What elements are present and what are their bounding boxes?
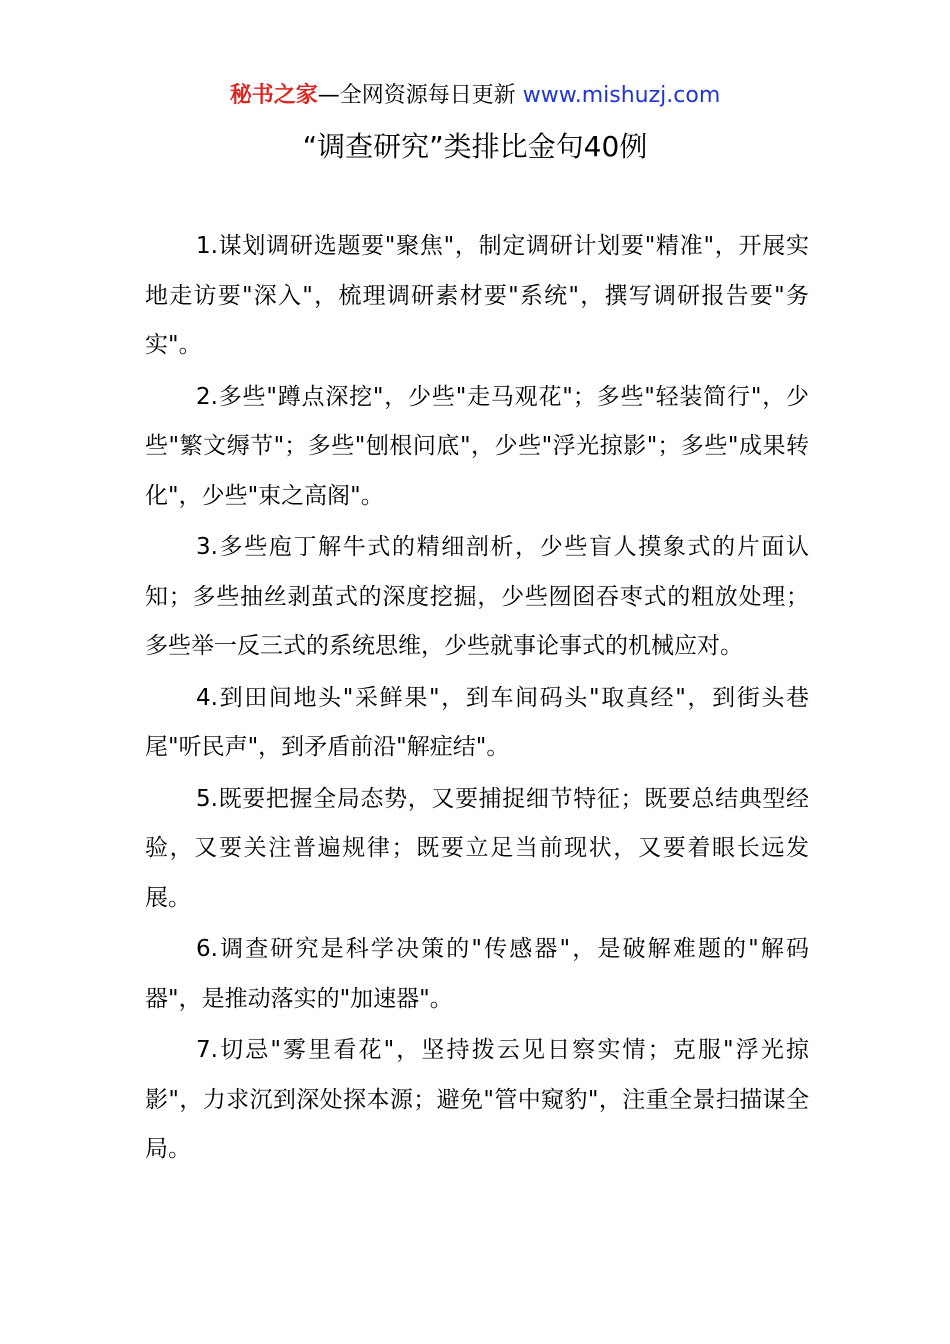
paragraph-item: 6.调查研究是科学决策的"传感器"，是破解难题的"解码器"，是推动落实的"加速器"。: [145, 936, 809, 1012]
paragraph-item: 7.切忌"雾里看花"，坚持拨云见日察实情；克服"浮光掠影"，力求沉到深处探本源；避免"管中窥豹"，注重全景扫描谋全局。: [145, 1037, 809, 1162]
site-tagline: —全网资源每日更新: [317, 83, 523, 108]
paragraph-item: 5.既要把握全局态势，又要捕捉细节特征；既要总结典型经验，又要关注普遍规律；既要立足当前现状，又要着眼长远发展。: [145, 785, 809, 911]
site-url-link[interactable]: www.mishuzj.com: [522, 83, 721, 108]
paragraph-item: 3.多些庖丁解牛式的精细剖析，少些盲人摸象式的片面认知；多些抽丝剥茧式的深度挖掘，少些囫囵吞枣式的粗放处理；多些举一反三式的系统思维，少些就事论事式的机械应对。: [145, 534, 809, 659]
site-header: [0, 80, 950, 112]
document-title: “调查研究”类排比金句40例: [302, 130, 648, 163]
site-brand: 秘书之家: [229, 83, 318, 108]
document-body: [145, 222, 809, 1177]
paragraph-item: 2.多些"蹲点深挖"，少些"走马观花"；多些"轻装简行"，少些"繁文缛节"；多些"刨根问底"，少些"浮光掠影"；多些"成果转化"，少些"束之高阁"。: [145, 383, 809, 509]
paragraph-item: 4.到田间地头"采鲜果"，到车间码头"取真经"，到街头巷尾"听民声"，到矛盾前沿"解症结"。: [145, 684, 809, 760]
paragraph-item: 1.谋划调研选题要"聚焦"，制定调研计划要"精准"，开展实地走访要"深入"，梳理调研素材要"系统"，撰写调研报告要"务实"。: [145, 233, 809, 358]
